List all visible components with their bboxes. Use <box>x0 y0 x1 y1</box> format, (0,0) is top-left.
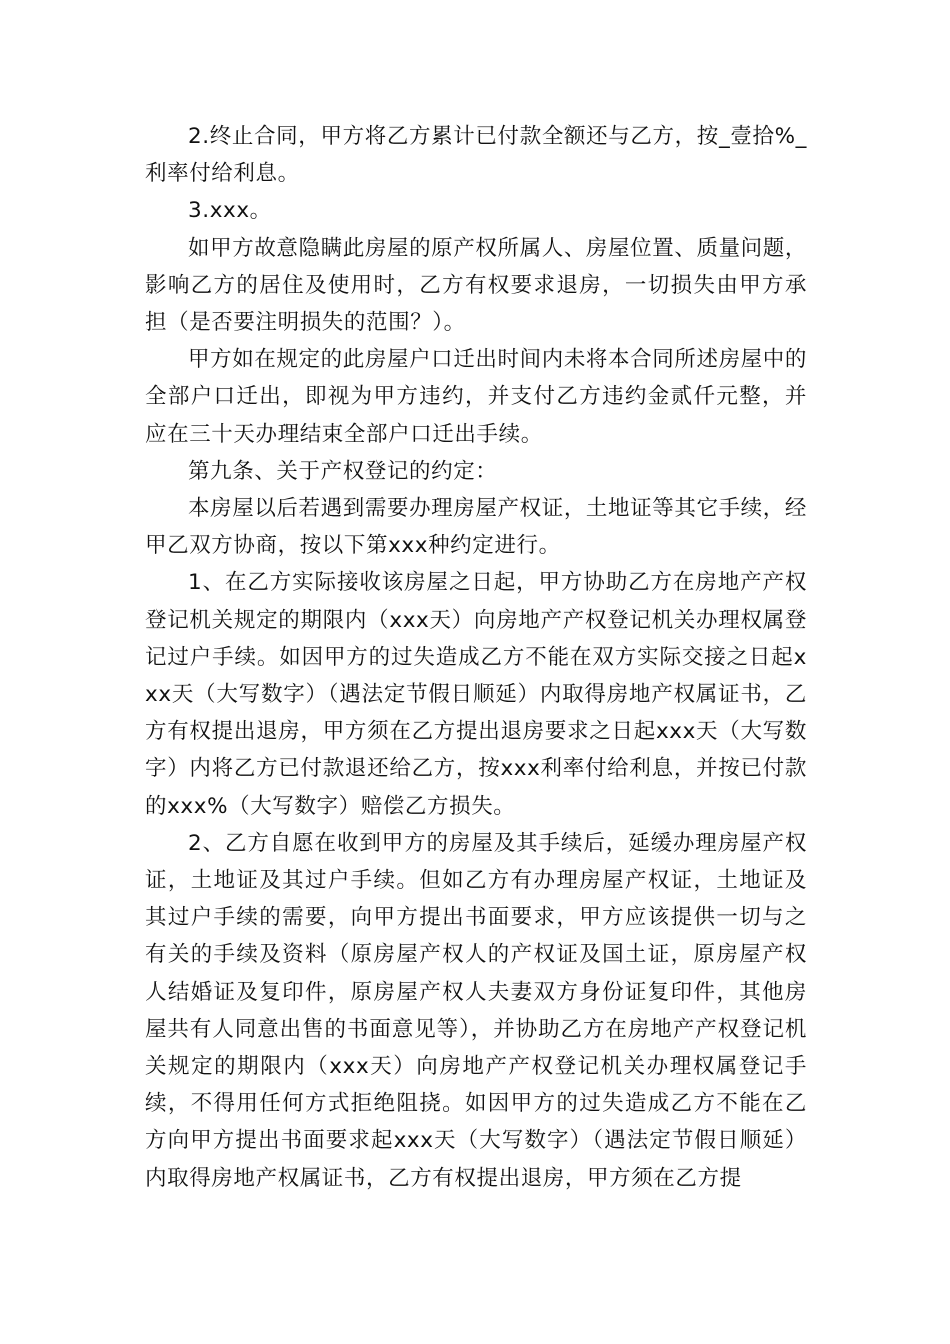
paragraph-terminate-contract: 2.终止合同，甲方将乙方累计已付款全额还与乙方，按_壹拾%_利率付给利息。 <box>145 124 807 187</box>
paragraph-property-procedures: 本房屋以后若遇到需要办理房屋产权证，土地证等其它手续，经甲乙双方协商，按以下第xxx种约定进行。 <box>145 496 807 559</box>
paragraph-concealment-clause: 如甲方故意隐瞒此房屋的原产权所属人、房屋位置、质量问题，影响乙方的居住及使用时，乙方有权要求退房，一切损失由甲方承担（是否要注明损失的范围？）。 <box>145 235 807 336</box>
document-page <box>145 118 807 1197</box>
paragraph-option-1: 1、在乙方实际接收该房屋之日起，甲方协助乙方在房地产产权登记机关规定的期限内（xxx天）向房地产产权登记机关办理权属登记过户手续。如因甲方的过失造成乙方不能在双方实际交接之日起xxx天（大写数字）（遇法定节假日顺延）内取得房地产权属证书，乙方有权提出退房，甲方须在乙方提出退房要求之日起xxx天（大写数字）内将乙方已付款退还给乙方，按xxx利率付给利息，并按已付款的xxx%（大写数字）赔偿乙方损失。 <box>145 570 807 819</box>
article-9-heading: 第九条、关于产权登记的约定： <box>188 458 498 484</box>
paragraph-option-2: 2、乙方自愿在收到甲方的房屋及其手续后，延缓办理房屋产权证，土地证及其过户手续。但如乙方有办理房屋产权证，土地证及其过户手续的需要，向甲方提出书面要求，甲方应该提供一切与之有关的手续及资料（原房屋产权人的产权证及国土证，原房屋产权人结婚证及复印件，原房屋产权人夫妻双方身份证复印件，其他房屋共有人同意出售的书面意见等），并协助乙方在房地产产权登记机关规定的期限内（xxx天）向房地产产权登记机关办理权属登记手续，不得用任何方式拒绝阻挠。如因甲方的过失造成乙方不能在乙方向甲方提出书面要求起xxx天（大写数字）（遇法定节假日顺延）内取得房地产权属证书，乙方有权提出退房，甲方须在乙方提 <box>145 830 807 1191</box>
paragraph-item-3: 3.xxx。 <box>188 198 272 224</box>
paragraph-household-registration: 甲方如在规定的此房屋户口迁出时间内未将本合同所述房屋中的全部户口迁出，即视为甲方违约，并支付乙方违约金贰仟元整，并应在三十天办理结束全部户口迁出手续。 <box>145 347 807 447</box>
